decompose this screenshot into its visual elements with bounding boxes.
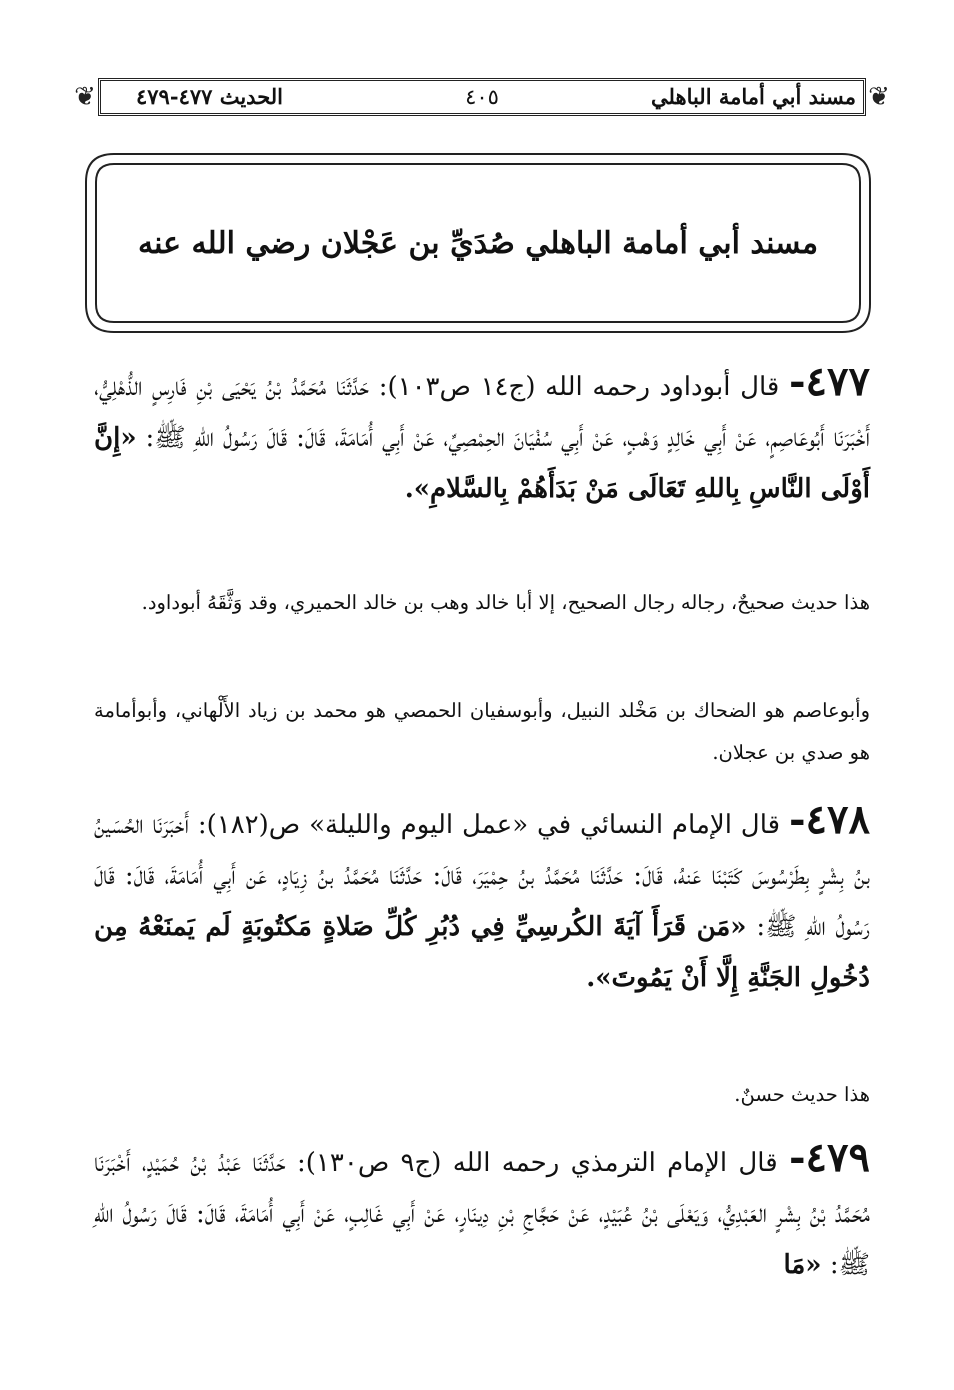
- hadith-matn: «مَا: [783, 1250, 822, 1280]
- hadith-matn: «مَن قَرَأَ آيَةَ الكُرسِيِّ فِي دُبُرِ كُلِّ صَلاةٍ مَكتُوبَةٍ لَم يَمنَعْهُ مِن دُخُولِ الجَنَّةِ إِلَّا أَنْ يَمُوتَ».: [94, 912, 870, 993]
- hadith-range: الحديث ٤٧٧-٤٧٩: [136, 84, 283, 109]
- hadith-number: ٤٧٧-: [788, 358, 870, 405]
- section-title-banner: [84, 152, 872, 334]
- hadith-isnad: قال أبوداود رحمه الله (ج١٤ ص١٠٣): حَدَّثَنَا مُحَمَّدُ بْنُ يَحْيَى بْنِ فَارِسٍ الذُّهْلِيُّ، أَخْبَرَنَا أَبُوعَاصِمٍ، عَنْ أَبِي خَالِدٍ وَهْبٍ، عَنْ أَبِي سُفْيَانَ الحِمْصِيِّ، عَنْ أَبِي أُمَامَةَ، قَالَ: قَالَ رَسُولُ اللهِ ﷺ:: [94, 372, 870, 453]
- header-ornament-right-icon: ❦: [868, 82, 890, 112]
- hadith-matn: «إِنَّ أَوْلَى النَّاسِ بِاللهِ تَعَالَى مَنْ بَدَأَهُمْ بِالسَّلامِ».: [94, 423, 870, 504]
- page-number: ٤٠٥: [465, 85, 499, 109]
- hadith-477-grading: هذا حديث صحيحٌ، رجاله رجال الصحيح، إلا أبا خالد وهب بن خالد الحميري، وقد وَثَّقَهُ أبوداود.: [141, 591, 870, 614]
- section-title: مسند أبي أمامة الباهلي صُدَيِّ بن عَجْلان رضي الله عنه: [137, 226, 819, 261]
- header-book-title: مسند أبي أمامة الباهلي: [651, 84, 856, 109]
- hadith-479: [94, 1132, 870, 1291]
- hadith-isnad: قال الإمام النسائي في «عمل اليوم والليلة» ص(١٨٢): أَخبَرَنَا الحُسَينُ بنُ بِشْرٍ بِطَرْسُوسَ كَتَبْنَا عَنهُ، قَالَ: حَدَّثَنَا مُحَمَّدُ بنُ حِمْيَرَ، قَالَ: حَدَّثَنَا مُحَمَّدُ بنُ زِيَادٍ، عَن أَبِي أُمَامَةَ، قَالَ: قَالَ رَسُولُ اللهِ ﷺ:: [94, 810, 870, 942]
- hadith-477-narrators-note: وأبوعاصم هو الضحاك بن مَخْلد النبيل، وأبوسفيان الحمصي هو محمد بن زياد الأَلْهاني، وأبوأمامة هو صدي بن عجلان.: [94, 699, 870, 764]
- hadith-number: ٤٧٩-: [788, 1134, 870, 1181]
- hadith-477: [94, 356, 870, 515]
- hadith-isnad: قال الإمام الترمذي رحمه الله (ج٩ ص١٣٠): حَدَّثَنَا عَبْدُ بْنُ حُمَيْدٍ، أَخْبَرَنَا مُحَمَّدُ بْنُ بِشْرٍ العَبْدِيُّ، وَيَعْلَى بْنُ عُبَيْدٍ، عَنْ حَجَّاجِ بْنِ دِينَارٍ، عَنْ أَبِي غَالِبٍ، عَنْ أَبِي أُمَامَةَ، قَالَ: قَالَ رَسُولُ اللهِ ﷺ:: [94, 1148, 870, 1280]
- hadith-478-grading: هذا حديث حسنٌ.: [734, 1083, 870, 1106]
- hadith-number: ٤٧٨-: [788, 796, 870, 843]
- running-header: [72, 70, 892, 124]
- header-ornament-left-icon: ❦: [74, 82, 96, 112]
- hadith-478: [94, 794, 870, 1004]
